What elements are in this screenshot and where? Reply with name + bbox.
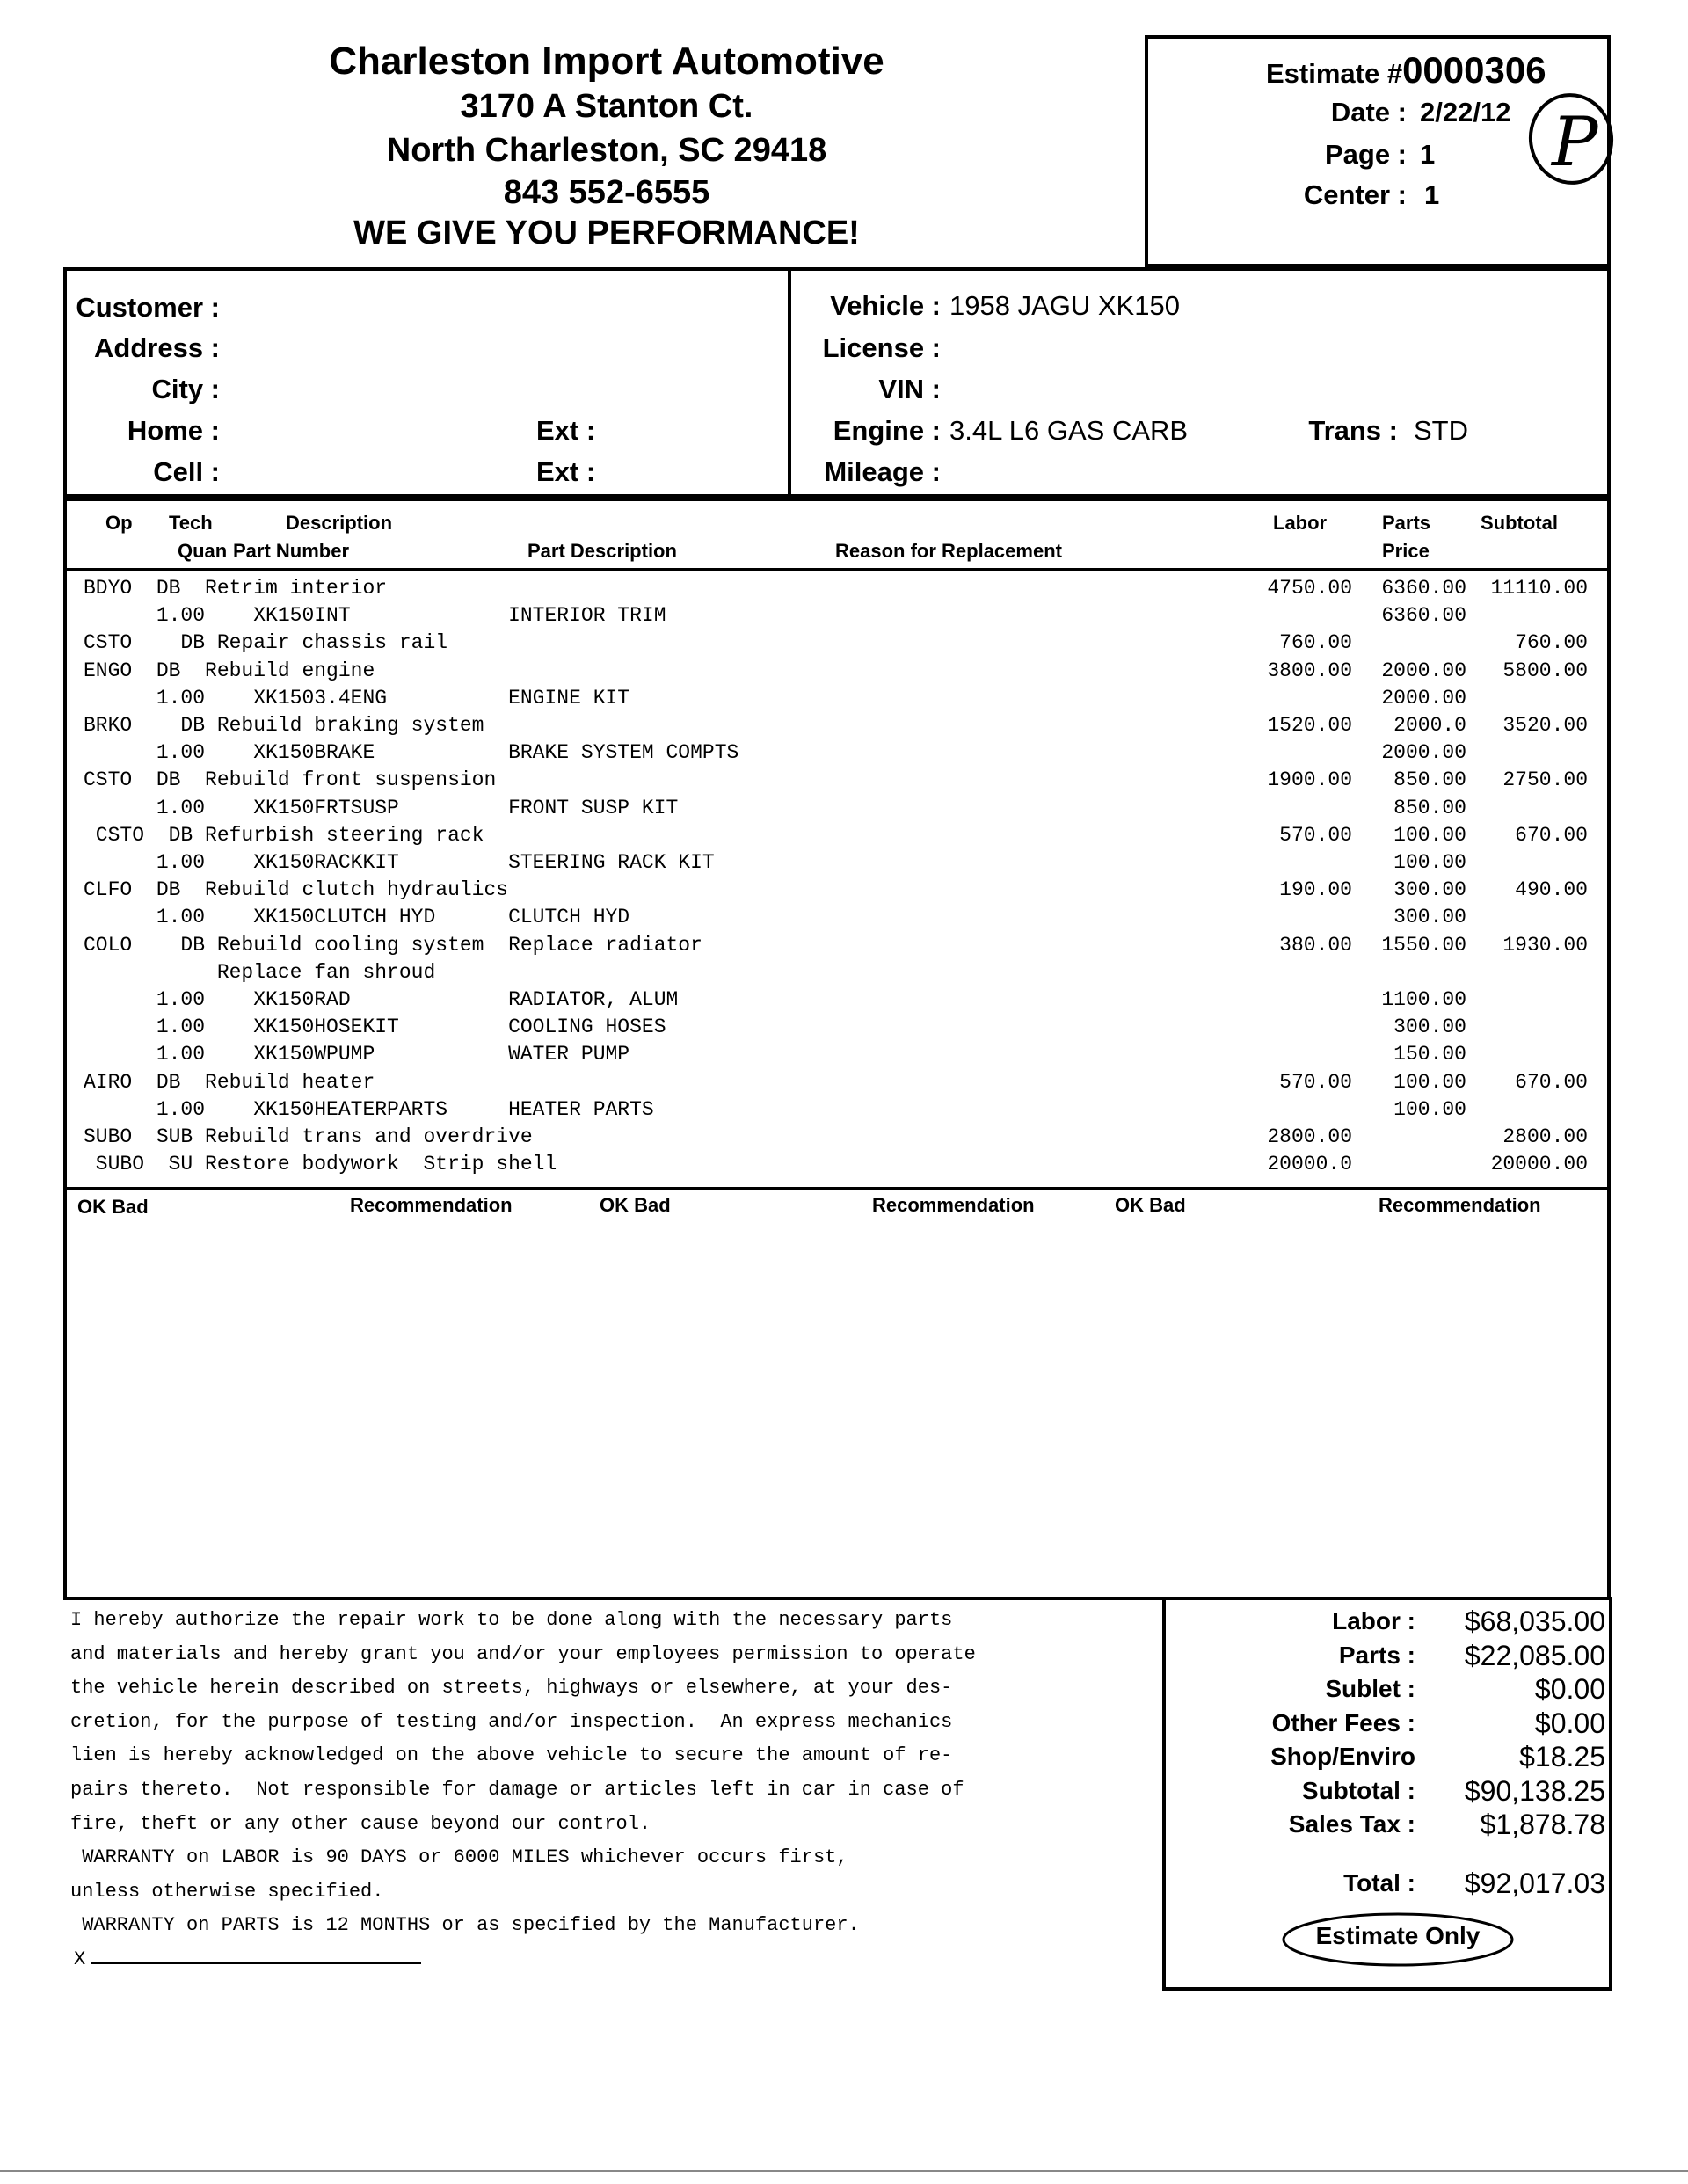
authorization-line: WARRANTY on PARTS is 12 MONTHS or as specified by the Manufacturer. (70, 1914, 860, 1937)
col-labor: Labor (1273, 512, 1328, 534)
line-item-text: SUBO SU Restore bodywork Strip shell (84, 1153, 557, 1176)
line-item-text: 1.00 XK150HOSEKIT COOLING HOSES (84, 1016, 666, 1039)
authorization-line: lien is hereby acknowledged on the above vehicle to secure the amount of re- (70, 1744, 953, 1767)
authorization-line: pairs thereto. Not responsible for damage or articles left in car in case of (70, 1779, 964, 1801)
mileage-label: Mileage : (824, 456, 941, 487)
col-op: Op (106, 512, 133, 534)
recommendation-3: Recommendation (1379, 1194, 1541, 1216)
line-item-parts: 850.00 (1393, 796, 1466, 819)
grand-total-value: $92,017.03 (1464, 1867, 1605, 1899)
authorization-line: cretion, for the purpose of testing and/or inspection. An express mechanics (70, 1710, 953, 1733)
col-part-number: Part Number (233, 540, 350, 562)
authorization-line: the vehicle herein described on streets, highways or elsewhere, at your des- (70, 1677, 953, 1700)
line-item-labor: 760.00 (1279, 631, 1352, 655)
line-item-parts: 150.00 (1393, 1043, 1466, 1067)
estimate-center-label: Center : (1303, 179, 1407, 210)
home-label: Home : (127, 415, 220, 446)
customer-label: Customer : (76, 292, 220, 323)
line-item-parts: 2000.00 (1381, 686, 1466, 710)
total-label: Sales Tax : (1288, 1810, 1415, 1838)
col-tech: Tech (169, 512, 213, 534)
line-item-parts: 6360.00 (1381, 577, 1466, 600)
total-label: Labor : (1332, 1607, 1415, 1634)
grand-total-label: Total : (1343, 1869, 1415, 1896)
engine-value: 3.4L L6 GAS CARB (950, 415, 1189, 446)
line-item-text: 1.00 XK1503.4ENG ENGINE KIT (84, 686, 630, 710)
authorization-line: unless otherwise specified. (70, 1880, 384, 1903)
line-item-text: ENGO DB Rebuild engine (84, 659, 375, 682)
total-label: Shop/Enviro (1270, 1743, 1415, 1770)
line-item-text: 1.00 XK150RACKKIT STEERING RACK KIT (84, 851, 715, 874)
estimate-date: 2/22/12 (1420, 97, 1511, 127)
line-item-parts: 300.00 (1393, 1016, 1466, 1039)
authorization-line: and materials and hereby grant you and/or your employees permission to operate (70, 1642, 976, 1665)
col-price: Price (1382, 540, 1430, 562)
line-item-subtotal: 490.00 (1515, 878, 1588, 902)
line-item-parts: 1100.00 (1381, 988, 1466, 1011)
total-value: $68,035.00 (1464, 1605, 1605, 1637)
ok-bad-2: OK Bad (600, 1194, 671, 1216)
estimate-only-text: Estimate Only (1315, 1922, 1481, 1949)
estimate-center: 1 (1424, 179, 1440, 210)
signature-line (74, 1948, 421, 1970)
total-label: Subtotal : (1301, 1776, 1415, 1804)
total-value: $90,138.25 (1464, 1774, 1605, 1807)
authorization-line: WARRANTY on LABOR is 90 DAYS or 6000 MILES whichever occurs first, (70, 1846, 848, 1869)
estimate-number-label: Estimate # (1266, 58, 1403, 89)
line-item-labor: 380.00 (1279, 933, 1352, 957)
trans-value: STD (1414, 415, 1468, 446)
line-item-subtotal: 760.00 (1515, 631, 1588, 655)
shop-city: North Charleston, SC 29418 (386, 132, 827, 169)
ok-bad-3: OK Bad (1115, 1194, 1186, 1216)
line-item-text: 1.00 XK150HEATERPARTS HEATER PARTS (84, 1097, 654, 1121)
total-value: $0.00 (1534, 1707, 1605, 1739)
line-item-text: 1.00 XK150RAD RADIATOR, ALUM (84, 988, 679, 1011)
estimate-number-row (1266, 49, 1546, 91)
total-value: $18.25 (1519, 1741, 1605, 1773)
city-label: City : (151, 374, 220, 404)
shop-phone: 843 552-6555 (503, 174, 710, 211)
line-item-text: COLO DB Rebuild cooling system Replace radiator (84, 933, 702, 957)
line-item-parts: 100.00 (1393, 823, 1466, 847)
total-label: Sublet : (1325, 1675, 1415, 1702)
vehicle-label: Vehicle : (830, 290, 941, 321)
authorization-line: I hereby authorize the repair work to be done along with the necessary parts (70, 1609, 953, 1631)
line-item-labor: 3800.00 (1267, 659, 1352, 682)
line-item-text: CLFO DB Rebuild clutch hydraulics (84, 878, 509, 902)
line-item-parts: 300.00 (1393, 878, 1466, 902)
total-value: $22,085.00 (1464, 1639, 1605, 1671)
recommendation-1: Recommendation (350, 1194, 513, 1216)
recommendation-box (63, 1187, 1611, 1600)
total-value: $0.00 (1534, 1673, 1605, 1705)
shop-name: Charleston Import Automotive (329, 40, 884, 83)
col-parts: Parts (1382, 512, 1431, 534)
line-item-text: 1.00 XK150BRAKE BRAKE SYSTEM COMPTS (84, 741, 739, 765)
estimate-page-label: Page : (1324, 139, 1407, 170)
line-item-text: 1.00 XK150WPUMP WATER PUMP (84, 1043, 630, 1067)
vehicle-value: 1958 JAGU XK150 (950, 290, 1180, 321)
line-item-subtotal: 2750.00 (1502, 768, 1588, 792)
recommendation-2: Recommendation (872, 1194, 1035, 1216)
line-item-parts: 2000.00 (1381, 741, 1466, 765)
line-item-text: CSTO DB Rebuild front suspension (84, 768, 497, 792)
scan-edge (0, 2170, 1688, 2172)
trans-label: Trans : (1308, 415, 1398, 446)
line-item-subtotal: 670.00 (1515, 823, 1588, 847)
total-label: Parts : (1338, 1641, 1415, 1669)
address-label: Address : (94, 332, 220, 363)
authorization-line: fire, theft or any other cause beyond our control. (70, 1812, 651, 1835)
line-item-subtotal: 11110.00 (1490, 577, 1588, 600)
col-reason: Reason for Replacement (835, 540, 1062, 562)
total-label: Other Fees : (1271, 1708, 1415, 1736)
line-item-parts: 1550.00 (1381, 933, 1466, 957)
stamp-letter: P (1552, 103, 1598, 182)
circled-p-stamp (1525, 88, 1622, 193)
engine-label: Engine : (833, 415, 941, 446)
line-item-parts: 2000.0 (1393, 714, 1466, 737)
line-item-labor: 20000.0 (1267, 1153, 1352, 1176)
cell-label: Cell : (153, 456, 220, 487)
shop-street: 3170 A Stanton Ct. (460, 88, 753, 125)
line-item-labor: 570.00 (1279, 823, 1352, 847)
vin-label: VIN : (878, 374, 941, 404)
estimate-only-mark (1279, 1910, 1517, 1969)
total-value: $1,878.78 (1480, 1809, 1605, 1840)
line-item-labor: 1900.00 (1267, 768, 1352, 792)
line-item-labor: 2800.00 (1267, 1125, 1352, 1148)
estimate-date-label: Date : (1330, 97, 1407, 127)
col-subtotal: Subtotal (1481, 512, 1558, 534)
line-item-text: 1.00 XK150FRTSUSP FRONT SUSP KIT (84, 796, 679, 819)
line-item-subtotal: 3520.00 (1502, 714, 1588, 737)
estimate-page: 1 (1420, 139, 1436, 170)
line-item-text: 1.00 XK150CLUTCH HYD CLUTCH HYD (84, 906, 630, 929)
line-item-text: 1.00 XK150INT INTERIOR TRIM (84, 604, 666, 628)
cell-ext-label: Ext : (536, 456, 596, 487)
line-item-parts: 100.00 (1393, 851, 1466, 874)
line-item-labor: 4750.00 (1267, 577, 1352, 600)
license-label: License : (822, 332, 941, 363)
line-item-text: BRKO DB Rebuild braking system (84, 714, 484, 737)
line-item-parts: 300.00 (1393, 906, 1466, 929)
col-quan: Quan (178, 540, 228, 562)
ok-bad-1: OK Bad (77, 1196, 149, 1218)
signature-prefix: X (74, 1948, 86, 1970)
line-item-parts: 100.00 (1393, 1070, 1466, 1094)
line-item-subtotal: 1930.00 (1502, 933, 1588, 957)
col-part-description: Part Description (528, 540, 677, 562)
line-item-subtotal: 20000.00 (1490, 1153, 1588, 1176)
line-item-text: Replace fan shroud (84, 960, 436, 984)
line-item-labor: 190.00 (1279, 878, 1352, 902)
line-item-text: CSTO DB Repair chassis rail (84, 631, 448, 655)
line-item-labor: 570.00 (1279, 1070, 1352, 1094)
home-ext-label: Ext : (536, 415, 596, 446)
col-description: Description (286, 512, 393, 534)
line-item-parts: 6360.00 (1381, 604, 1466, 628)
line-item-subtotal: 670.00 (1515, 1070, 1588, 1094)
line-item-text: AIRO DB Rebuild heater (84, 1070, 375, 1094)
line-item-labor: 1520.00 (1267, 714, 1352, 737)
signature-underline (91, 1962, 421, 1964)
line-item-text: SUBO SUB Rebuild trans and overdrive (84, 1125, 533, 1148)
line-item-parts: 850.00 (1393, 768, 1466, 792)
line-item-subtotal: 2800.00 (1502, 1125, 1588, 1148)
line-item-text: BDYO DB Retrim interior (84, 577, 388, 600)
shop-slogan: WE GIVE YOU PERFORMANCE! (353, 215, 860, 251)
line-item-text: CSTO DB Refurbish steering rack (84, 823, 484, 847)
estimate-number: 0000306 (1402, 49, 1546, 91)
line-item-parts: 2000.00 (1381, 659, 1466, 682)
line-item-parts: 100.00 (1393, 1097, 1466, 1121)
column-header-rule (63, 568, 1611, 571)
line-item-subtotal: 5800.00 (1502, 659, 1588, 682)
